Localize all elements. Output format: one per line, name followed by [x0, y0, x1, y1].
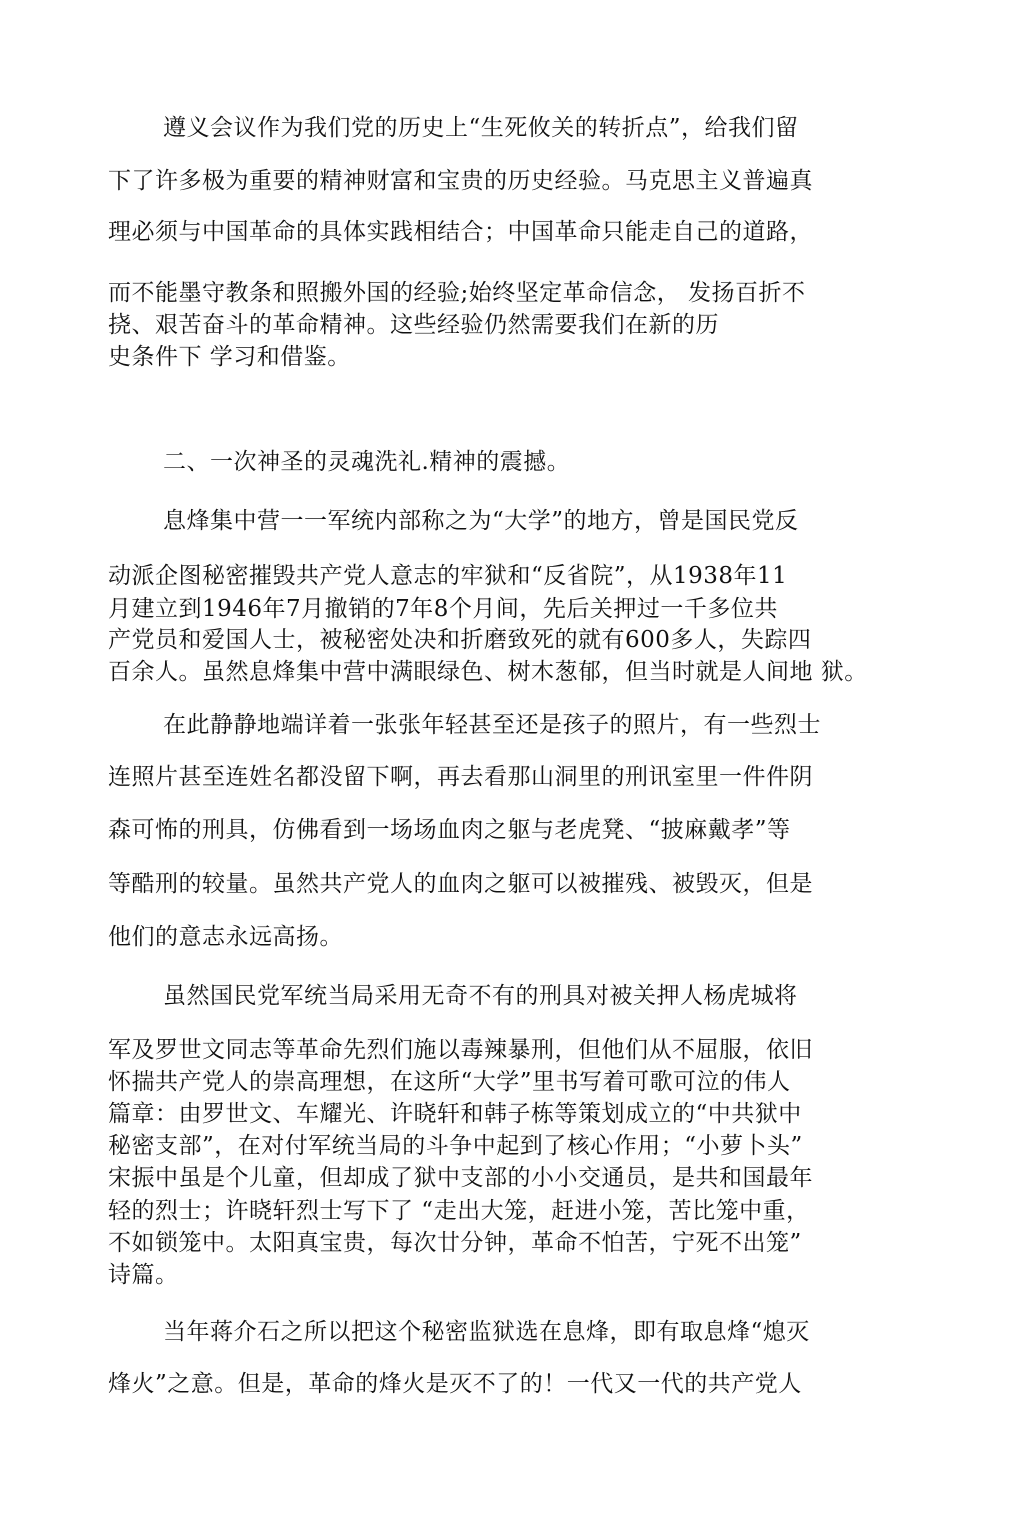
text-line: 他们的意志永远高扬。: [108, 924, 343, 950]
text-line: 军及罗世文同志等革命先烈们施以毒辣暴刑，但他们从不屈服，依旧: [108, 1037, 813, 1063]
text-line: 烽火”之意。但是，革命的烽火是灭不了的！一代又一代的共产党人: [108, 1371, 802, 1397]
text-line: 遵义会议作为我们党的历史上“生死攸关的转折点”，给我们留: [163, 115, 799, 141]
section-heading: 二、一次神圣的灵魂洗礼.精神的震撼。: [163, 449, 571, 475]
text-line: 宋振中虽是个儿童，但却成了狱中支部的小小交通员，是共和国最年: [108, 1165, 813, 1191]
text-line: 产党员和爱国人士，被秘密处决和折磨致死的就有600多人，失踪四: [108, 627, 812, 653]
text-line: 动派企图秘密摧毁共产党人意志的牢狱和“反省院”，从1938年11: [108, 563, 788, 589]
text-line: 轻的烈士；许晓轩烈士写下了 “走出大笼，赶进小笼，苦比笼中重，: [108, 1198, 810, 1224]
text-line: 当年蒋介石之所以把这个秘密监狱选在息烽，即有取息烽“熄灭: [163, 1319, 810, 1345]
text-line: 等酷刑的较量。虽然共产党人的血肉之躯可以被摧残、被毁灭，但是: [108, 871, 813, 897]
text-line: 森可怖的刑具，仿佛看到一场场血肉之躯与老虎凳、“披麻戴孝”等: [108, 817, 791, 843]
text-line: 理必须与中国革命的具体实践相结合；中国革命只能走自己的道路，: [108, 219, 813, 245]
text-line: 连照片甚至连姓名都没留下啊，再去看那山洞里的刑讯室里一件件阴: [108, 764, 813, 790]
text-line: 在此静静地端详着一张张年轻甚至还是孩子的照片，有一些烈士: [163, 712, 821, 738]
text-line: 月建立到1946年7月撤销的7年8个月间，先后关押过一千多位共: [108, 596, 778, 622]
text-line: 篇章：由罗世文、车耀光、许晓轩和韩子栋等策划成立的“中共狱中: [108, 1101, 802, 1127]
text-line: 而不能墨守教条和照搬外国的经验;始终坚定革命信念， 发扬百折不: [108, 280, 806, 306]
text-line: 息烽集中营一一军统内部称之为“大学”的地方，曾是国民党反: [163, 508, 799, 534]
text-line: 下了许多极为重要的精神财富和宝贵的历史经验。马克思主义普遍真: [108, 168, 813, 194]
text-line: 挠、艰苦奋斗的革命精神。这些经验仍然需要我们在新的历: [108, 312, 719, 338]
text-line: 百余人。虽然息烽集中营中满眼绿色、树木葱郁，但当时就是人间地 狱。: [108, 659, 868, 685]
text-line: 秘密支部”，在对付军统当局的斗争中起到了核心作用；“小萝卜头”: [108, 1133, 803, 1159]
text-line: 诗篇。: [108, 1262, 179, 1288]
text-line: 怀揣共产党人的崇高理想，在这所“大学”里书写着可歌可泣的伟人: [108, 1069, 791, 1095]
text-line: 虽然国民党军统当局采用无奇不有的刑具对被关押人杨虎城将: [163, 983, 798, 1009]
text-line: 史条件下 学习和借鉴。: [108, 344, 351, 370]
text-line: 不如锁笼中。太阳真宝贵，每次廿分钟，革命不怕苦，宁死不出笼”: [108, 1230, 802, 1256]
